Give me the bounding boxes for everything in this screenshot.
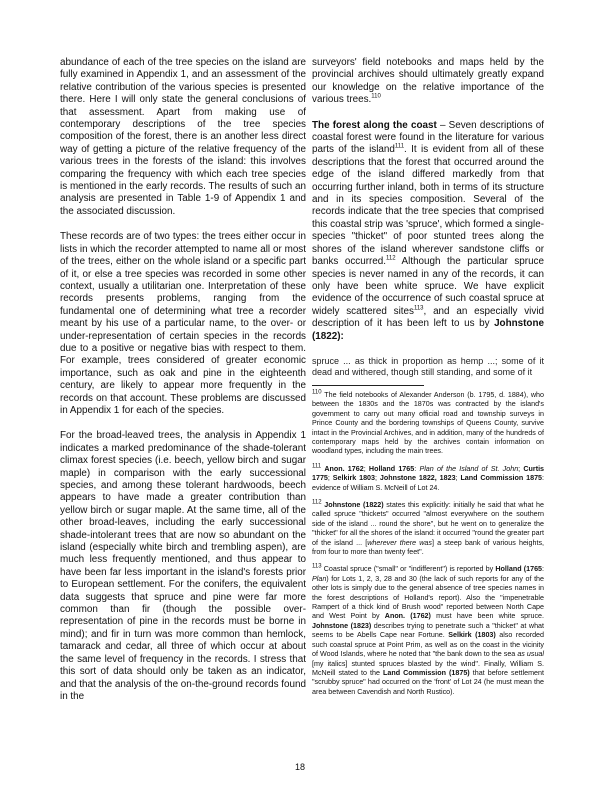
footnote-ref: 111 — [394, 144, 405, 151]
page-number: 18 — [294, 762, 305, 772]
footnote-ref: 113 — [413, 305, 424, 312]
footnote-divider — [312, 385, 424, 386]
block-quote: spruce ... as thick in proportion as hemp ...; some of it dead and withered, though still standing, and some of it — [312, 355, 544, 378]
footnote-number: 110 — [312, 389, 322, 396]
footnote-number: 111 — [312, 463, 322, 470]
footnote-number: 112 — [312, 499, 322, 506]
footnote-111: $^{111}$ Anon. 1762; Holland 1765: Plan of the Island of St. John; Curtis 1775; Selkirk 1803; Johnstone 1822, 1823; Land Commission 1875: evidence of William S. McNeill of Lot 24. — [312, 463, 545, 492]
footnote-112: $^{112}$ Johnstone (1822) states this explicitly: initially he said that what he called spruce "thickets" occurred "almost everywhere on the southern side of the island ... round the shore", but he went on to generalize the "thicket" for all the shores of the island: it occurred "round the greater part of the island ... [wherever there was] a steep bank of various heights, from four to more than twenty feet". — [312, 499, 544, 557]
body-paragraph: These records are of two types: the trees either occur in lists in which the recorder attempted to name all or most of the trees, either on the whole island or a specific part of it, or else a tree species was recorded in some other context, usually a utilitarian one. Interpretation of these records presents problems, ranging from the fundamental one of determining what tree a recorder meant by his use of a particular name, to the over- or under-representation of certain species in the records due to a positive or negative bias with respect to them. For example, trees considered of greater economic importance, such as oak and pine in the eighteenth century, are likely to appear more frequently in the records on that account. These problems are discussed in Appendix 1 for each of the species. — [60, 231, 306, 416]
footnote-110: $^{110}$ The field notebooks of Alexander Anderson (b. 1795, d. 1884), who between the 1830s and the 1870s was contracted by the island's government to carry out many official road and township surveys in Prince County and the bordering townships of Queens County, survive intact in the Provincial Archives, and in addition, many of the hundreds of contemporary maps held by the archives contain information on woodland types, including the main trees. — [312, 389, 544, 456]
left-column — [60, 57, 306, 716]
footnote-ref: 110 — [371, 93, 381, 100]
footnote-113: $^{113}$ Coastal spruce ("small" or "indifferent") is reported by Holland (1765: Plan) for Lots 1, 2, 3, 28 and 30 (the lack of such reports for any of the other lots is simply due to the general absence of tree species names in the forest descriptions of Holland's report). Also the "impenetrable Rampert of a thick kind of Brush wood" reported between North Cape and West Point by Anon. (1762) must have been white spruce. Johnstone (1823) describes trying to penetrate such a "thicket" at what seems to be Abells Cape near Fortune. Selkirk (1803) also recorded such coastal spruce at Point Prim, as well as on the coast in the vicinity of Wood Islands, where he noted that "the bank down to the sea as usual [my italics] stunted spruces blasted by the wind". Finally, William S. McNeill stated to the Land Commission (1875) that before settlement "scrubby spruce" had occurred on the 'front' of Lot 24 (he must mean the area between Cavendish and North Rustico). — [312, 564, 545, 696]
body-paragraph: For the broad-leaved trees, the analysis in Appendix 1 indicates a marked predominance of the shade-tolerant climax forest species (i.e. beech, yellow birch and sugar maple) in comparison with the early successional species, and among these tolerant hardwoods, beech appears to have made a greater contribution than yellow birch or sugar maple. At the same time, all of the other broad-leaves, including the early successional shade-intolerant trees that are now so abundant on the island (especially white birch and trembling aspen), are much less frequently mentioned, and thus appear to have been far less important in the island's forests prior to European settlement. For the conifers, the equivalent data suggests that spruce and pine were far more common than fir (though the possible over-representation of pine in the records must be borne in mind); and fir in turn was more common than hemlock, tamarack and cedar, all three of which occur at about the same level of frequency in the records. I stress that this sort of data should only be taken as an indicator, and that the analysis of the on-the-ground records found in the — [60, 430, 306, 702]
footnote-ref: 112 — [386, 255, 396, 262]
body-paragraph: abundance of each of the tree species on the island are fully examined in Appendix 1, and an assessment of the relative contribution of the various species is presented there. Here I will only state the general conclusions of that assessment. Apart from making use of contemporary descriptions of the tree species composition of the forest, there is an another less direct way of getting a picture of the relative frequency of the various trees in the forests of the island: this involves comparing the frequency with which each tree species is mentioned in the early records. The results of such an analysis are presented in Table 1-9 of Appendix 1 and the associated discussion. — [60, 57, 306, 217]
footnote-number: 113 — [312, 564, 322, 571]
right-column — [312, 57, 544, 705]
body-paragraph: surveyors' field notebooks and maps held by the provincial archives should ultimately greatly expand our knowledge on the relative importance of the various trees.$^{110}$ — [312, 57, 544, 106]
cited-author: Johnstone (1822): — [312, 318, 544, 342]
section-heading: The forest along the coast — [312, 119, 437, 131]
section-paragraph-coast: The forest along the coast – Seven descriptions of coastal forest were found in the literature for various parts of the island$^{111}$. It is evident from all of these descriptions that the forest that occurred around the edge of the island differed markedly from that occurring further inland, both in terms of its structure and in its species composition. Several of the records indicate that the tree species that comprised this coastal strip was 'spruce', which formed a single-species "thicket" of poor stunted trees along the shores of the island wherever sandstone cliffs or banks occurred.$^{112}$ Although the particular spruce species is never named in any of the records, it can only have been white spruce. We have explicit evidence of the occurrence of such coastal spruce at widely scattered sites$^{113}$, and an especially vivid description of it has been left to us by Johnstone (1822): — [312, 119, 545, 342]
